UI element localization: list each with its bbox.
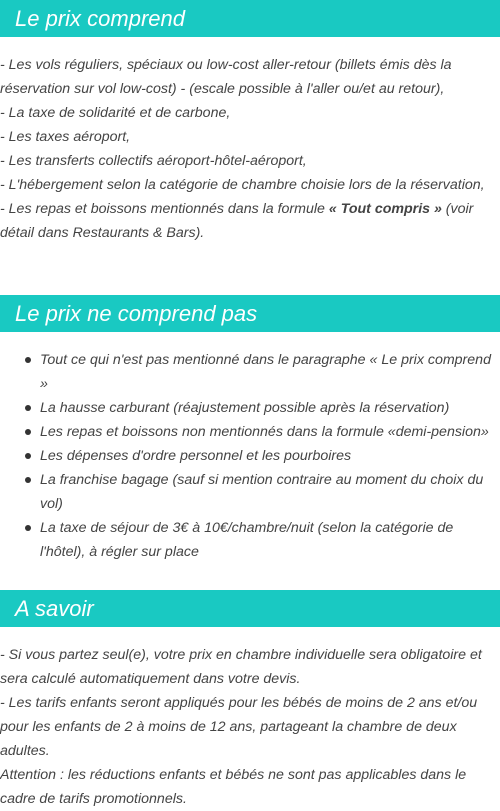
section-title-good-to-know: A savoir xyxy=(0,590,500,627)
good-to-know-line: - Les tarifs enfants seront appliqués pour les bébés de moins de 2 ans et/ou pour les enfants de 2 à moins de 12 ans, partageant la chambre de deux adultes. xyxy=(0,695,478,759)
bullet-icon xyxy=(25,357,31,363)
bullet-icon xyxy=(25,405,31,411)
list-item-text: Tout ce qui n'est pas mentionné dans le paragraphe « Le prix comprend » xyxy=(40,352,491,392)
list-item xyxy=(0,444,500,468)
bullet-icon xyxy=(25,525,31,531)
price-includes-line: - Les transferts collectifs aéroport-hôtel-aéroport, xyxy=(0,153,307,169)
meals-text-before: - Les repas et boissons mentionnés dans la formule xyxy=(0,201,329,217)
section-title-price-includes: Le prix comprend xyxy=(0,0,500,37)
all-inclusive-label: « Tout compris » xyxy=(328,201,442,217)
list-item-text: Les repas et boissons non mentionnés dans la formule «demi-pension» xyxy=(40,424,489,440)
price-includes-text xyxy=(0,37,500,245)
good-to-know-text xyxy=(0,627,500,811)
good-to-know-line: Attention : les réductions enfants et bébés ne sont pas applicables dans le cadre de tarifs promotionnels. xyxy=(0,767,467,807)
bullet-icon xyxy=(25,453,31,459)
list-item-text: La franchise bagage (sauf si mention contraire au moment du choix du vol) xyxy=(40,472,484,512)
meals-text-after: (voir détail dans Restaurants & Bars). xyxy=(0,201,474,241)
list-item-text: La hausse carburant (réajustement possible après la réservation) xyxy=(40,400,450,416)
section-good-to-know xyxy=(0,590,500,811)
section-title-price-excludes: Le prix ne comprend pas xyxy=(0,295,500,332)
list-item-text: La taxe de séjour de 3€ à 10€/chambre/nuit (selon la catégorie de l'hôtel), à régler sur place xyxy=(40,520,454,560)
list-item xyxy=(0,420,500,444)
list-item xyxy=(0,516,500,564)
list-item xyxy=(0,348,500,396)
good-to-know-line: - Si vous partez seul(e), votre prix en chambre individuelle sera obligatoire et sera calculé automatiquement dans votre devis. xyxy=(0,647,482,687)
bullet-icon xyxy=(25,477,31,483)
list-item xyxy=(0,396,500,420)
price-includes-line-meals xyxy=(0,197,500,245)
price-includes-line: - Les taxes aéroport, xyxy=(0,129,131,145)
price-includes-line: - L'hébergement selon la catégorie de chambre choisie lors de la réservation, xyxy=(0,177,485,193)
section-price-excludes xyxy=(0,295,500,564)
price-includes-line: - La taxe de solidarité et de carbone, xyxy=(0,105,231,121)
section-price-includes xyxy=(0,0,500,245)
price-includes-line: - Les vols réguliers, spéciaux ou low-cost aller-retour (billets émis dès la réservation sur vol low-cost) - (escale possible à l'aller ou/et au retour), xyxy=(0,57,452,97)
bullet-icon xyxy=(25,429,31,435)
list-item xyxy=(0,468,500,516)
list-item-text: Les dépenses d'ordre personnel et les pourboires xyxy=(40,448,352,464)
price-excludes-list xyxy=(0,332,500,564)
